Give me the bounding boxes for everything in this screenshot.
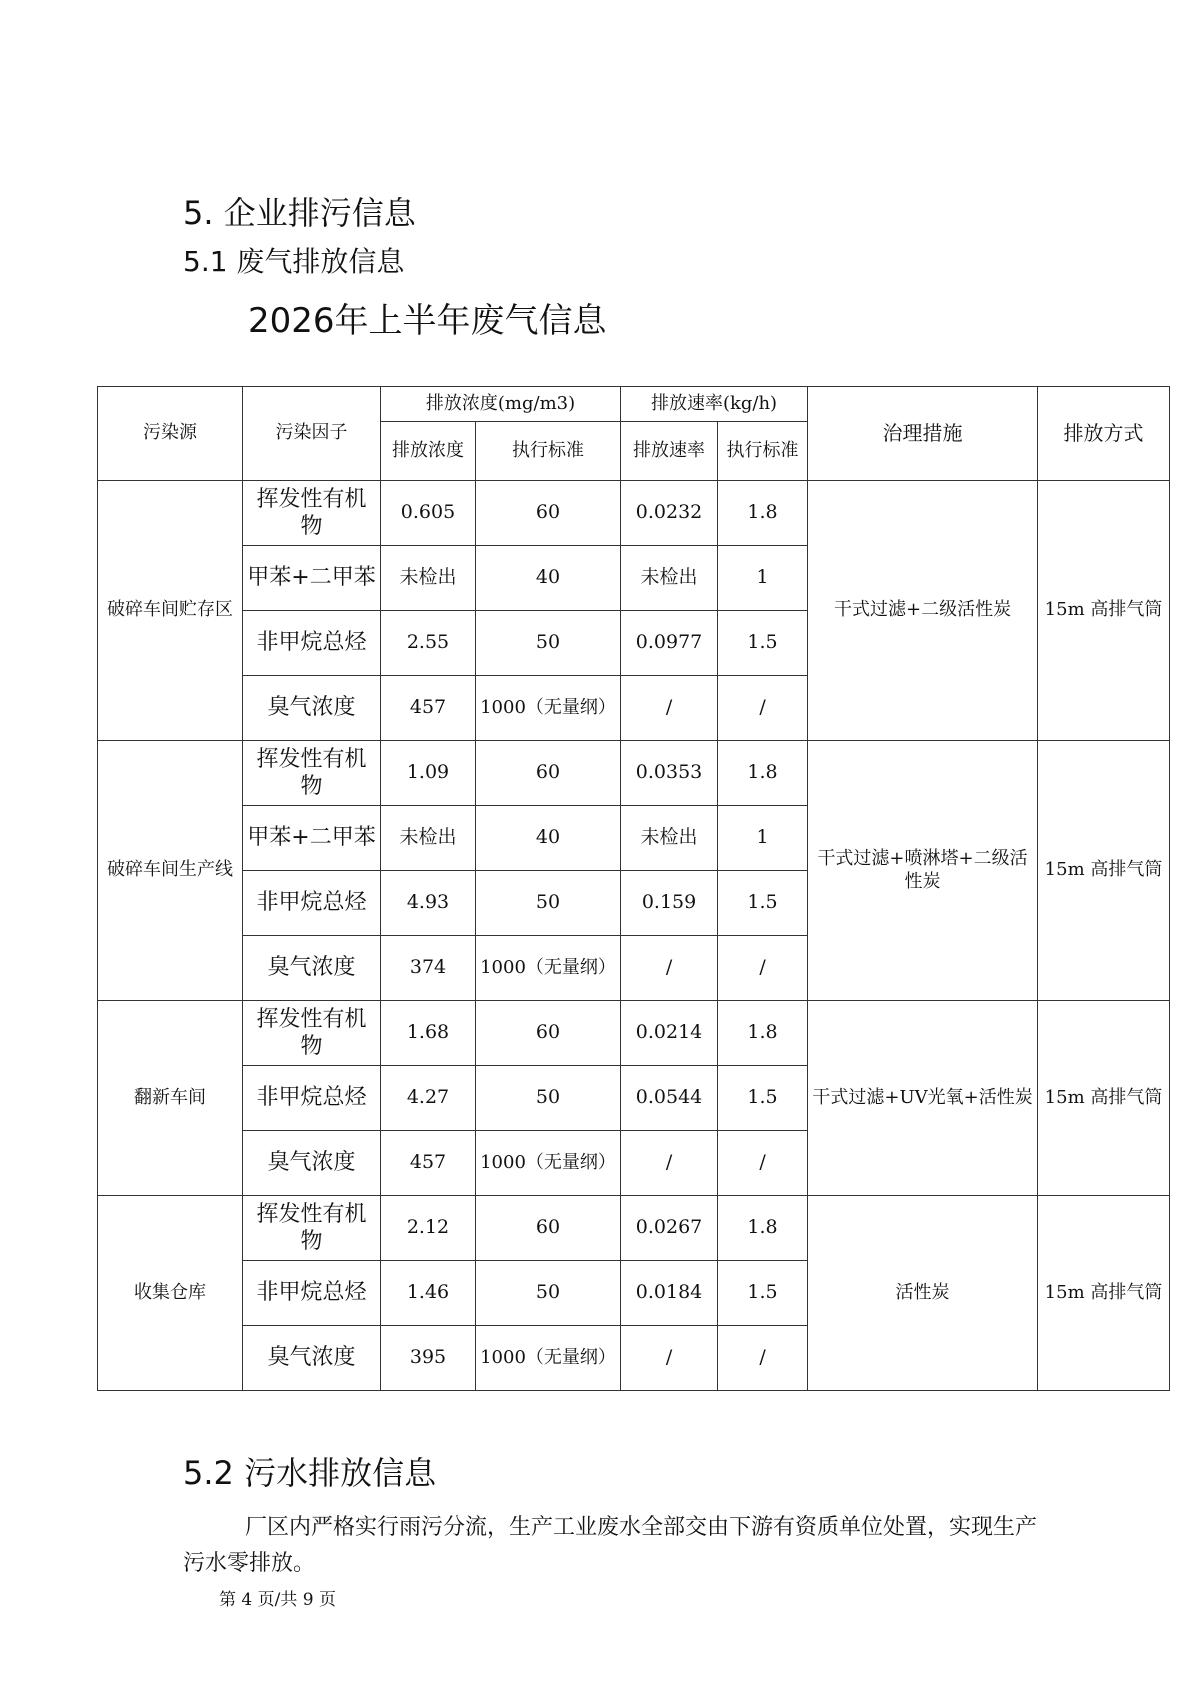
cell-rate: 0.0267 [621, 1196, 718, 1261]
header-conc-std: 执行标准 [476, 422, 621, 481]
cell-conc-std: 1000（无量纲） [476, 676, 621, 741]
cell-rate: / [621, 676, 718, 741]
cell-conc-std: 40 [476, 806, 621, 871]
cell-rate-std: 1.8 [718, 741, 808, 806]
cell-rate-std: 1.5 [718, 1066, 808, 1131]
subsection-title-air: 5.1 废气排放信息 [183, 245, 405, 278]
cell-conc-std: 60 [476, 481, 621, 546]
cell-conc: 457 [381, 1131, 476, 1196]
cell-rate: 0.0977 [621, 611, 718, 676]
cell-factor: 非甲烷总烃 [243, 1066, 381, 1131]
cell-conc-std: 50 [476, 1066, 621, 1131]
cell-factor: 非甲烷总烃 [243, 1261, 381, 1326]
cell-conc: 457 [381, 676, 476, 741]
cell-conc-std: 40 [476, 546, 621, 611]
cell-rate: / [621, 1131, 718, 1196]
cell-factor: 挥发性有机物 [243, 1196, 381, 1261]
cell-method: 15m 高排气筒 [1038, 741, 1170, 1001]
cell-rate-std: / [718, 1326, 808, 1391]
table-row [98, 481, 1170, 546]
cell-rate: 0.159 [621, 871, 718, 936]
cell-factor: 甲苯+二甲苯 [243, 806, 381, 871]
cell-rate-std: / [718, 676, 808, 741]
cell-rate: 0.0544 [621, 1066, 718, 1131]
header-rate: 排放速率 [621, 422, 718, 481]
cell-conc: 395 [381, 1326, 476, 1391]
header-row-1 [98, 387, 1170, 422]
table-row [98, 741, 1170, 806]
cell-factor: 甲苯+二甲苯 [243, 546, 381, 611]
cell-conc: 4.93 [381, 871, 476, 936]
cell-rate-std: 1.5 [718, 1261, 808, 1326]
cell-rate: 0.0214 [621, 1001, 718, 1066]
table-row [98, 1196, 1170, 1261]
cell-treatment: 干式过滤+UV光氧+活性炭 [808, 1001, 1038, 1196]
header-rate-group: 排放速率(kg/h) [621, 387, 808, 422]
cell-conc: 未检出 [381, 546, 476, 611]
header-rate-std: 执行标准 [718, 422, 808, 481]
cell-source: 破碎车间贮存区 [98, 481, 243, 741]
cell-rate-std: 1.5 [718, 871, 808, 936]
table-row [98, 1001, 1170, 1066]
cell-rate-std: 1.8 [718, 1196, 808, 1261]
cell-source: 收集仓库 [98, 1196, 243, 1391]
cell-rate-std: 1 [718, 806, 808, 871]
cell-factor: 挥发性有机物 [243, 481, 381, 546]
cell-factor: 非甲烷总烃 [243, 871, 381, 936]
cell-factor: 臭气浓度 [243, 1131, 381, 1196]
emission-table [97, 386, 1170, 1391]
cell-treatment: 活性炭 [808, 1196, 1038, 1391]
cell-conc: 未检出 [381, 806, 476, 871]
header-source: 污染源 [98, 387, 243, 481]
cell-conc-std: 1000（无量纲） [476, 936, 621, 1001]
cell-method: 15m 高排气筒 [1038, 1196, 1170, 1391]
cell-rate: 未检出 [621, 806, 718, 871]
cell-rate: / [621, 936, 718, 1001]
cell-rate-std: 1.8 [718, 1001, 808, 1066]
cell-conc: 4.27 [381, 1066, 476, 1131]
cell-conc: 0.605 [381, 481, 476, 546]
cell-rate: 0.0184 [621, 1261, 718, 1326]
cell-method: 15m 高排气筒 [1038, 1001, 1170, 1196]
header-method: 排放方式 [1038, 387, 1170, 481]
cell-conc: 2.12 [381, 1196, 476, 1261]
header-treatment: 治理措施 [808, 387, 1038, 481]
cell-rate-std: 1 [718, 546, 808, 611]
cell-factor: 挥发性有机物 [243, 1001, 381, 1066]
cell-factor: 挥发性有机物 [243, 741, 381, 806]
cell-rate: / [621, 1326, 718, 1391]
cell-treatment: 干式过滤+二级活性炭 [808, 481, 1038, 741]
cell-rate: 0.0353 [621, 741, 718, 806]
cell-rate-std: / [718, 1131, 808, 1196]
header-conc: 排放浓度 [381, 422, 476, 481]
cell-factor: 非甲烷总烃 [243, 611, 381, 676]
cell-factor: 臭气浓度 [243, 936, 381, 1001]
cell-conc: 1.68 [381, 1001, 476, 1066]
cell-source: 破碎车间生产线 [98, 741, 243, 1001]
cell-rate: 0.0232 [621, 481, 718, 546]
cell-conc-std: 50 [476, 871, 621, 936]
cell-conc-std: 60 [476, 1001, 621, 1066]
cell-conc: 1.09 [381, 741, 476, 806]
cell-rate-std: 1.5 [718, 611, 808, 676]
cell-treatment: 干式过滤+喷淋塔+二级活性炭 [808, 741, 1038, 1001]
cell-factor: 臭气浓度 [243, 1326, 381, 1391]
cell-conc-std: 50 [476, 1261, 621, 1326]
cell-conc-std: 1000（无量纲） [476, 1131, 621, 1196]
cell-conc-std: 50 [476, 611, 621, 676]
table-title: 2026年上半年废气信息 [248, 301, 607, 341]
cell-method: 15m 高排气筒 [1038, 481, 1170, 741]
header-conc-group: 排放浓度(mg/m3) [381, 387, 621, 422]
cell-source: 翻新车间 [98, 1001, 243, 1196]
subsection-title-water: 5.2 污水排放信息 [183, 1454, 437, 1492]
water-paragraph: 厂区内严格实行雨污分流，生产工业废水全部交由下游有资质单位处置，实现生产污水零排放。 [183, 1515, 1038, 1576]
cell-rate-std: 1.8 [718, 481, 808, 546]
cell-factor: 臭气浓度 [243, 676, 381, 741]
header-factor: 污染因子 [243, 387, 381, 481]
cell-conc-std: 1000（无量纲） [476, 1326, 621, 1391]
cell-rate-std: / [718, 936, 808, 1001]
cell-rate: 未检出 [621, 546, 718, 611]
page-footer: 第 4 页/共 9 页 [219, 1590, 336, 1610]
cell-conc-std: 60 [476, 741, 621, 806]
cell-conc-std: 60 [476, 1196, 621, 1261]
cell-conc: 374 [381, 936, 476, 1001]
cell-conc: 1.46 [381, 1261, 476, 1326]
cell-conc: 2.55 [381, 611, 476, 676]
section-title: 5. 企业排污信息 [183, 194, 416, 232]
